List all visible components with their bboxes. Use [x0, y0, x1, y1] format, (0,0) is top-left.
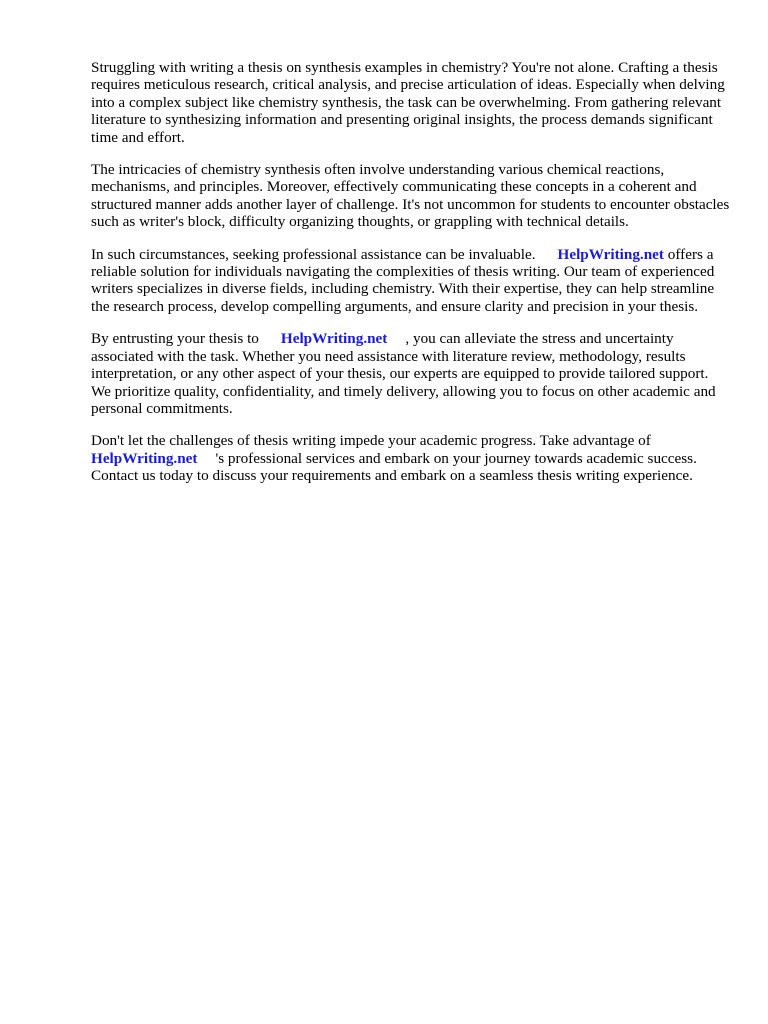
paragraph-text: 's professional services and embark on your journey towards academic success. Contact us today to discuss your requirements and embark on a seamless thesis writing experience. [91, 449, 697, 485]
helpwriting-link[interactable]: HelpWriting.net [557, 245, 664, 263]
paragraph-text: , you can alleviate the stress and uncertainty associated with the task. Whether you need assistance with literature review, methodology, results interpretation, or any other aspect of your thesis, our experts are equipped to provide tailored support. We prioritize quality, confidentiality, and timely delivery, allowing you to focus on other academic and personal commitments. [91, 330, 716, 417]
helpwriting-link[interactable]: HelpWriting.net [280, 330, 388, 348]
paragraph-text: In such circumstances, seeking professional assistance can be invaluable. [91, 245, 536, 263]
paragraph-intro: Struggling with writing a thesis on synthesis examples in chemistry? You're not alone. Crafting a thesis requires meticulous research, critical analysis, and precise articulation of ideas. Especially when delving into a complex subject like chemistry synthesis, the task can be overwhelming. From gathering relevant literature to synthesizing information and presenting original insights, the process demands significant time and effort. [91, 59, 725, 146]
document-body [91, 59, 731, 500]
paragraph-intricacies: The intricacies of chemistry synthesis often involve understanding various chemical reactions, mechanisms, and principles. Moreover, effectively communicating these concepts in a coherent and structured manner adds another layer of challenge. It's not uncommon for students to encounter obstacles such as writer's block, difficulty organizing thoughts, or grappling with technical details. [91, 161, 730, 231]
paragraph-entrusting [91, 330, 731, 417]
helpwriting-link[interactable]: HelpWriting.net [91, 449, 198, 467]
paragraph-text: offers a reliable solution for individuals navigating the complexities of thesis writing. Our team of experienced writers specializes in diverse fields, including chemistry. With their expertise, they can help streamline the research process, develop compelling arguments, and ensure clarity and precision in your thesis. [91, 245, 715, 315]
paragraph-text: Don't let the challenges of thesis writing impede your academic progress. Take advantage of [91, 432, 651, 450]
paragraph-text: By entrusting your thesis to [91, 330, 259, 348]
paragraph-call-to-action [91, 432, 731, 484]
paragraph-assistance [91, 246, 731, 316]
